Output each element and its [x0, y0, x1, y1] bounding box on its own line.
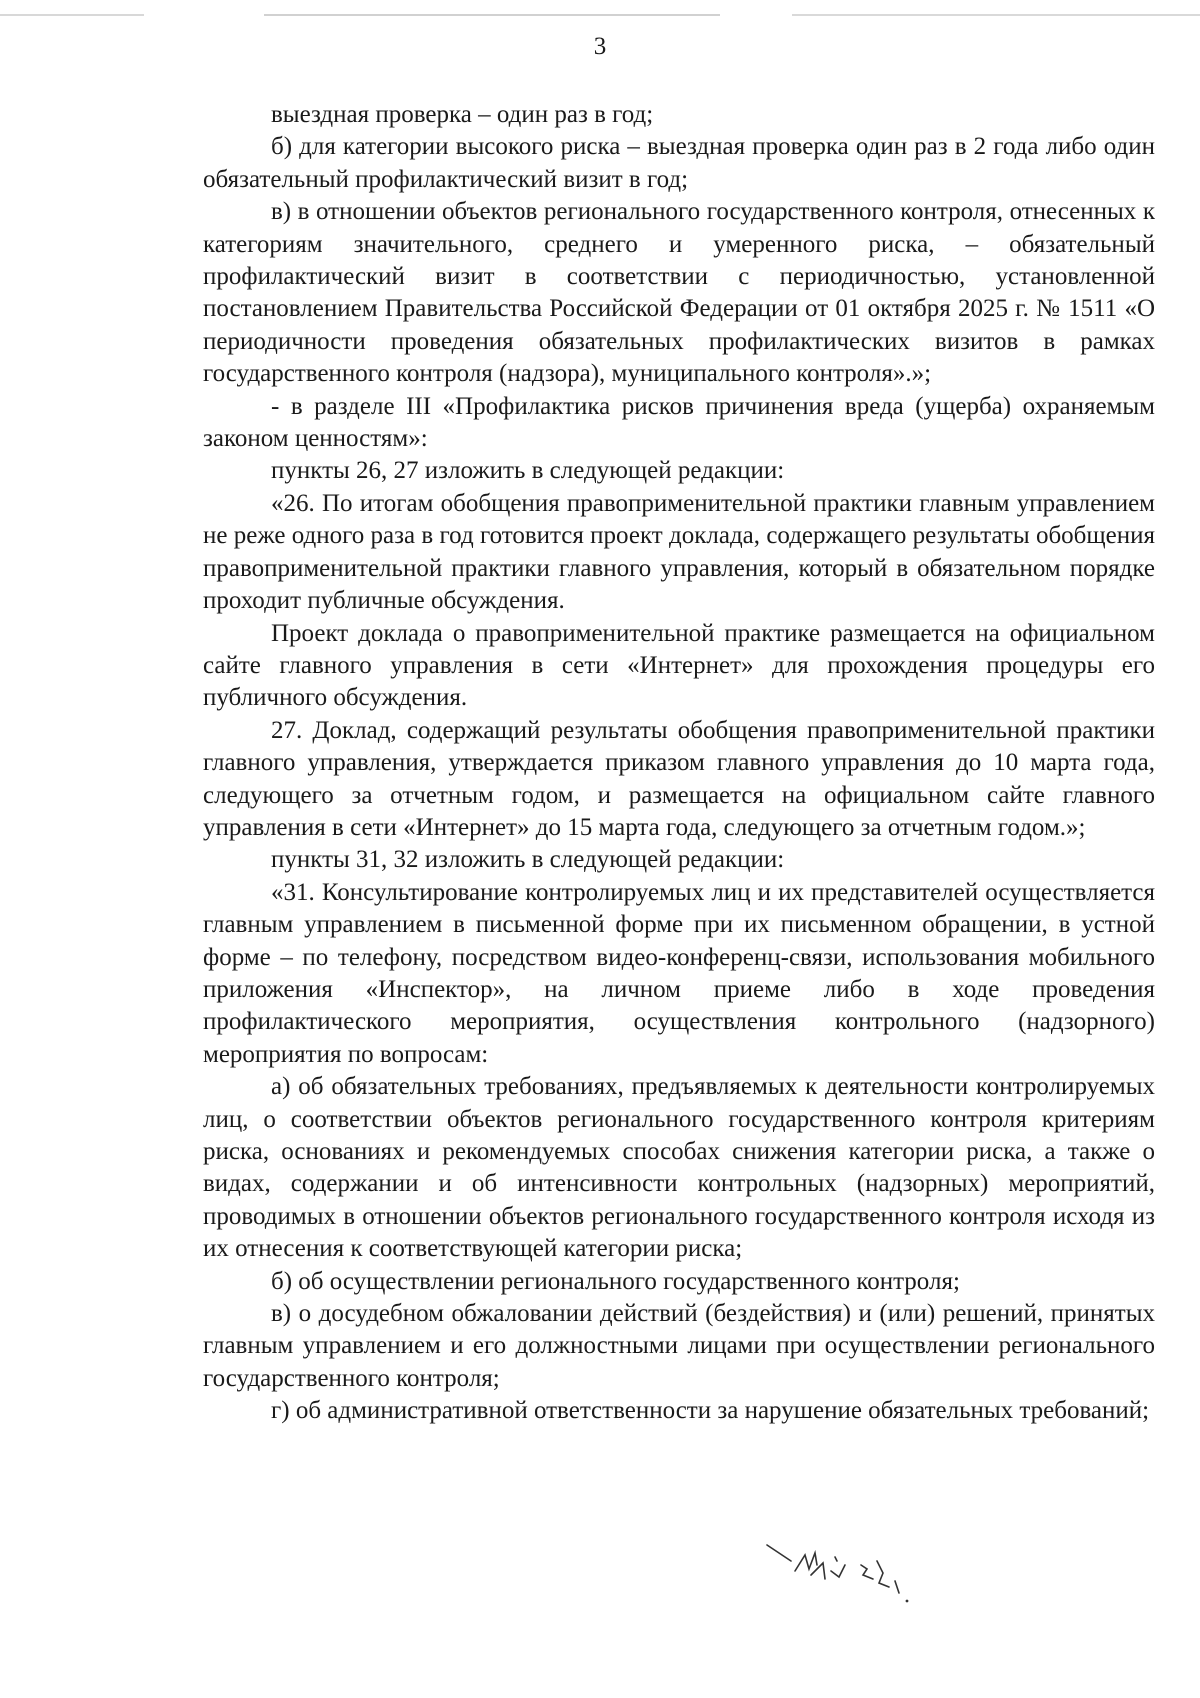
paragraph: пункты 31, 32 изложить в следующей редакции:	[271, 846, 785, 874]
paragraph: 27. Доклад, содержащий результаты обобщения правоприменительной практики главного управления, утверждается приказом главного управления до 10 марта года, следующего за отчетным годом, и размещается на официальном сайте главного управления в сети «Интернет» до 15 марта года, следующего за отчетным годом.»;	[203, 716, 1155, 841]
paragraph: г) об административной ответственности за нарушение обязательных требований;	[271, 1397, 1150, 1425]
paragraph: пункты 26, 27 изложить в следующей редакции:	[271, 457, 785, 485]
paragraph: б) об осуществлении регионального государственного контроля;	[271, 1267, 960, 1295]
document-body	[203, 99, 1155, 1428]
paragraph: - в разделе III «Профилактика рисков причинения вреда (ущерба) охраняемым законом ценностям»:	[203, 392, 1155, 453]
paragraph: в) о досудебном обжаловании действий (бездействия) и (или) решений, принятых главным управлением и его должностными лицами при осуществлении регионального государственного контроля;	[203, 1300, 1155, 1392]
scan-top-edge	[0, 14, 1200, 16]
page-number: 3	[593, 33, 607, 60]
paragraph: Проект доклада о правоприменительной практике размещается на официальном сайте главного управления в сети «Интернет» для прохождения процедуры его публичного обсуждения.	[203, 619, 1155, 712]
handwritten-signature	[765, 1535, 965, 1615]
paragraph: «26. По итогам обобщения правоприменительной практики главным управлением не реже одного раза в год готовится проект доклада, содержащего результаты обобщения правоприменительной практики главного управления, который в обязательном порядке проходит публичные обсуждения.	[203, 489, 1155, 615]
paragraph: выездная проверка – один раз в год;	[271, 101, 654, 128]
paragraph: в) в отношении объектов регионального государственного контроля, отнесенных к категориям значительного, среднего и умеренного риска, – обязательный профилактический визит в соответствии с периодичностью, установленной постановлением Правительства Российской Федерации от 01 октября 2025 г. № 1511 «О периодичности проведения обязательных профилактических визитов в рамках государственного контроля (надзора), муниципального контроля».»;	[203, 198, 1155, 388]
paragraph: а) об обязательных требованиях, предъявляемых к деятельности контролируемых лиц, о соответствии объектов регионального государственного контроля критериям риска, основаниях и рекомендуемых способах снижения категории риска, а также о видах, содержании и об интенсивности контрольных (надзорных) мероприятий, проводимых в отношении объектов регионального государственного контроля исходя из их отнесения к соответствующей категории риска;	[203, 1073, 1155, 1263]
paragraph: «31. Консультирование контролируемых лиц и их представителей осуществляется главным управлением в письменной форме при их письменном обращении, в устной форме – по телефону, посредством видео-конференц-связи, использования мобильного приложения «Инспектор», на личном приеме либо в ходе проведения профилактического мероприятия, осуществления контрольного (надзорного) мероприятия по вопросам:	[203, 878, 1155, 1068]
paragraph: б) для категории высокого риска – выездная проверка один раз в 2 года либо один обязательный профилактический визит в год;	[203, 133, 1155, 193]
